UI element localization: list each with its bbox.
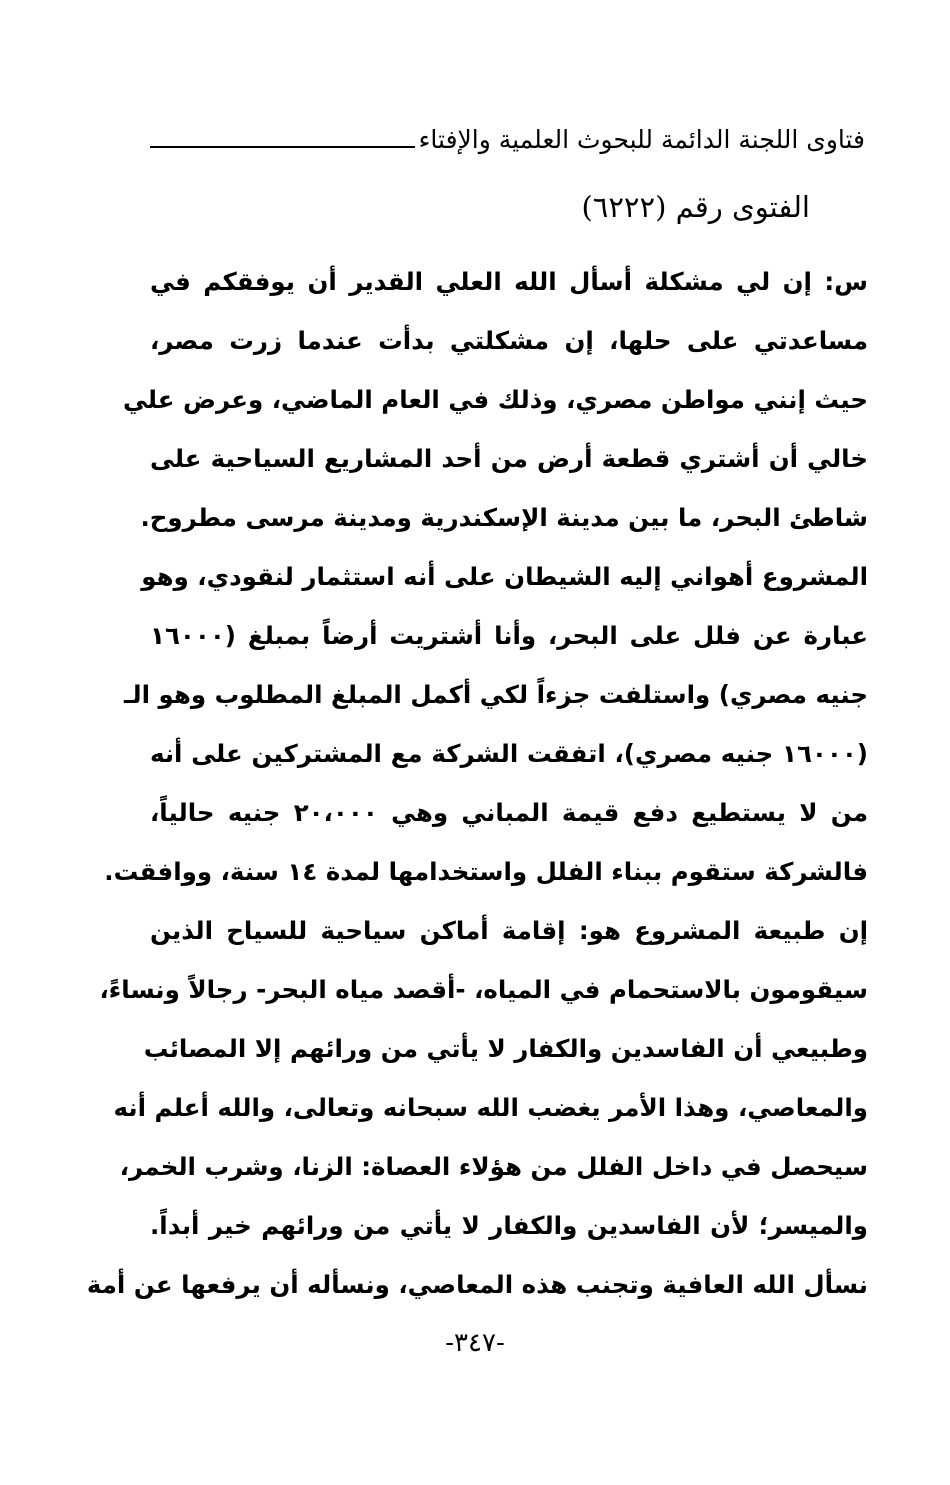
text-line: س: إن لي مشكلة أسأل الله العلي القدير أن يوفقكم في <box>150 267 868 296</box>
text-line: خالي أن أشتري قطعة أرض من أحد المشاريع السياحية على <box>150 444 868 473</box>
page-number: -٣٤٧- <box>445 1328 505 1358</box>
text-line: نسأل الله العافية وتجنب هذه المعاصي، ونسأله أن يرفعها عن أمة <box>86 1270 868 1299</box>
text-line: وطبيعي أن الفاسدين والكفار لا يأتي من ورائهم إلا المصائب <box>143 1034 868 1063</box>
text-line: سيقومون بالاستحمام في المياه، -أقصد مياه البحر- رجالاً ونساءً، <box>99 975 868 1004</box>
text-line: سيحصل في داخل الفلل من هؤلاء العصاة: الزنا، وشرب الخمر، <box>119 1152 868 1181</box>
text-line: جنيه مصري) واستلفت جزءاً لكي أكمل المبلغ المطلوب وهو الـ <box>124 680 868 709</box>
text-line: (١٦٠٠٠ جنيه مصري)، اتفقت الشركة مع المشتركين على أنه <box>150 739 868 768</box>
book-title: فتاوى اللجنة الدائمة للبحوث العلمية والإفتاء <box>418 125 865 154</box>
text-line: إن طبيعة المشروع هو: إقامة أماكن سياحية للسياح الذين <box>150 916 868 945</box>
text-line: حيث إنني مواطن مصري، وذلك في العام الماضي، وعرض علي <box>122 385 868 414</box>
text-line: والمعاصي، وهذا الأمر يغضب الله سبحانه وتعالى، والله أعلم أنه <box>113 1093 868 1122</box>
fatwa-number-heading: الفتوى رقم (٦٢٢٢) <box>581 190 810 224</box>
text-line: المشروع أهواني إليه الشيطان على أنه استثمار لنقودي، وهو <box>141 562 868 591</box>
question-text <box>86 252 869 1314</box>
text-line: والميسر؛ لأن الفاسدين والكفار لا يأتي من ورائهم خير أبداً. <box>150 1211 868 1240</box>
text-line: من لا يستطيع دفع قيمة المباني وهي ٢٠،٠٠٠ جنيه حالياً، <box>150 798 869 827</box>
text-line: عبارة عن فلل على البحر، وأنا أشتريت أرضاً بمبلغ (١٦٠٠٠ <box>150 621 868 650</box>
text-line: فالشركة ستقوم ببناء الفلل واستخدامها لمدة ١٤ سنة، ووافقت. <box>104 857 868 886</box>
text-line: شاطئ البحر، ما بين مدينة الإسكندرية ومدينة مرسى مطروح. <box>140 503 868 532</box>
text-line: مساعدتي على حلها، إن مشكلتي بدأت عندما زرت مصر، <box>150 326 868 355</box>
header-rule <box>150 146 415 148</box>
running-header <box>150 110 865 160</box>
